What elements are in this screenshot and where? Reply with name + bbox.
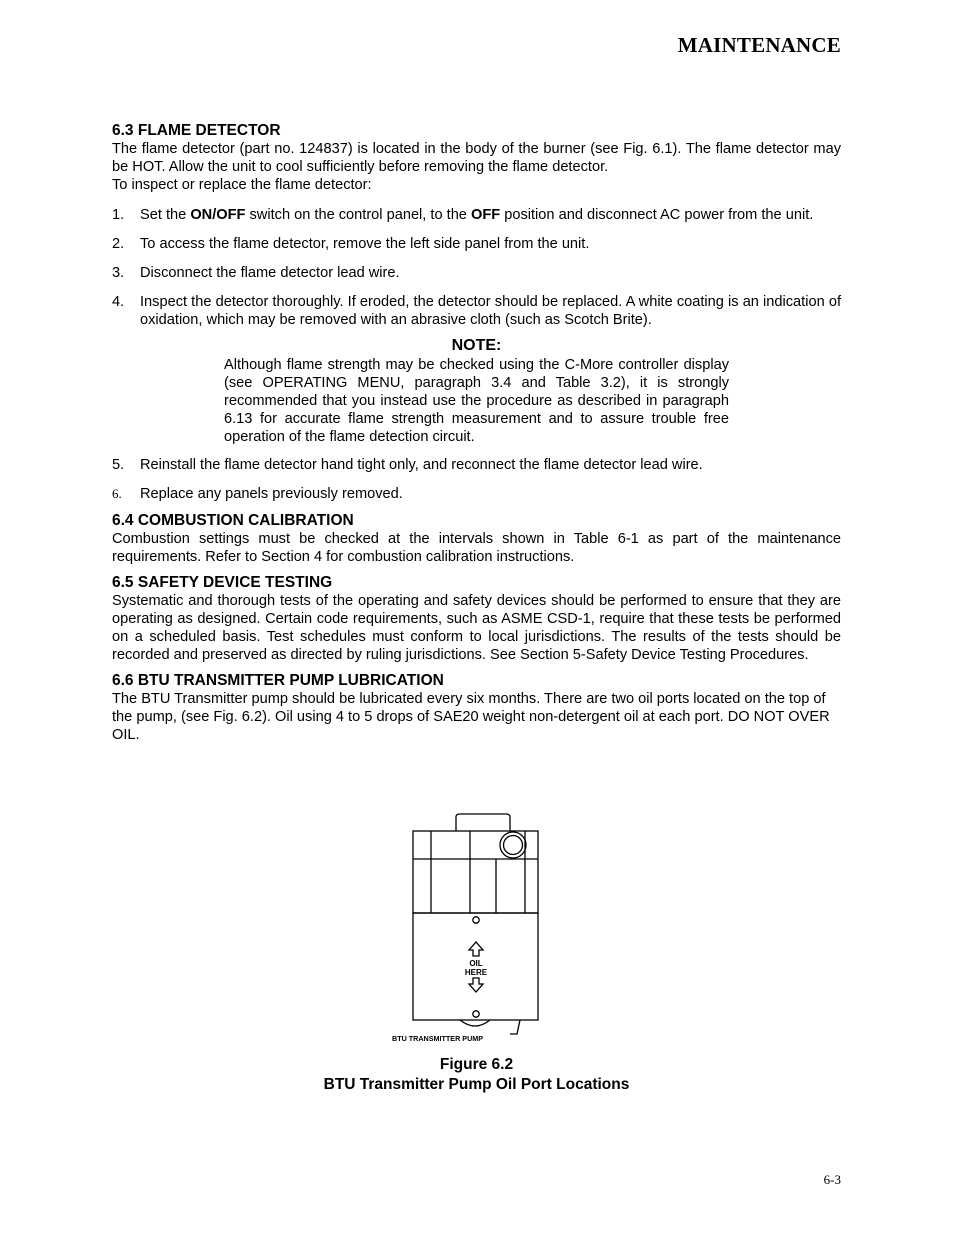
pump-label: BTU TRANSMITTER PUMP [392,1034,484,1043]
section-combustion-calibration [112,511,841,566]
list-number: 4. [112,294,125,310]
list-text: Reinstall the flame detector hand tight only, and reconnect the flame detector lead wire. [140,457,703,473]
list-text: Inspect the detector thoroughly. If eroded, the detector should be replaced. A white coating is an indication of oxidation, which may be removed with an abrasive cloth (such as Scotch Brite). [140,294,841,328]
list-item [112,206,841,224]
figure-caption-title: BTU Transmitter Pump Oil Port Locations [323,1076,630,1093]
section-paragraph: The BTU Transmitter pump should be lubricated every six months. There are two oil ports located on the top of the pump, (see Fig. 6.2). Oil using 4 to 5 drops of SAE20 weight non-detergent oil at each port. DO NOT OVER OIL. [112,691,830,743]
off-label: OFF [470,207,501,223]
section-btu-pump-lubrication [112,671,841,744]
oil-label: OIL [469,959,483,968]
on-off-label: ON/OFF [190,207,246,223]
list-text: Disconnect the flame detector lead wire. [140,265,400,281]
list-number: 5. [112,457,125,473]
here-label: HERE [464,968,488,977]
section-heading: 6.4 COMBUSTION CALIBRATION [112,512,354,529]
document-body [112,121,841,751]
note-block [112,336,841,446]
section-paragraph: The flame detector (part no. 124837) is located in the body of the burner (see Fig. 6.1). The flame detector may be HOT. Allow the unit to cool sufficiently before removing the flame detector. [112,141,841,175]
page-number: 6-3 [823,1172,841,1187]
section-safety-device-testing [112,573,841,664]
list-item [112,293,841,329]
list-number: 1. [112,207,125,223]
list-number: 3. [112,265,125,281]
section-heading: 6.5 SAFETY DEVICE TESTING [112,574,333,591]
list-number: 6. [112,486,122,501]
btu-pump-figure [380,808,560,1048]
list-number: 2. [112,236,125,252]
figure-caption-number: Figure 6.2 [439,1056,514,1073]
section-paragraph: Combustion settings must be checked at the intervals shown in Table 6-1 as part of the maintenance requirements. Refer to Section 4 for combustion calibration instructions. [112,531,841,565]
note-text: Although flame strength may be checked using the C-More controller display (see OPERATING MENU, paragraph 3.4 and Table 3.2), it is strongly recommended that you instead use the procedure as described in paragraph 6.13 for accurate flame strength measurement and to assure trouble free operation of the flame detection circuit. [224,357,729,445]
section-lead: To inspect or replace the flame detector: [112,177,372,193]
section-heading: 6.3 FLAME DETECTOR [112,122,281,139]
list-text: Replace any panels previously removed. [140,486,403,502]
list-text: To access the flame detector, remove the left side panel from the unit. [140,236,590,252]
list-item [112,235,841,253]
note-title: NOTE: [451,337,502,354]
section-heading: 6.6 BTU TRANSMITTER PUMP LUBRICATION [112,672,444,689]
list-item [112,456,841,474]
procedure-list [112,206,841,329]
section-flame-detector [112,121,841,503]
page-header-title: MAINTENANCE [677,33,841,57]
list-item [112,485,841,503]
list-text: Set the ON/OFF switch on the control panel, to the OFF position and disconnect AC power from the unit. [140,207,814,223]
section-paragraph: Systematic and thorough tests of the operating and safety devices should be performed to ensure that they are operating as designed. Certain code requirements, such as ASME CSD-1, require that these tests be performed on a scheduled basis. Test schedules must conform to local jurisdictions. The results of the tests should be recorded and preserved as directed by ruling jurisdictions. See Section 5-Safety Device Testing Procedures. [112,593,841,663]
procedure-list-continued [112,456,841,503]
list-item [112,264,841,282]
